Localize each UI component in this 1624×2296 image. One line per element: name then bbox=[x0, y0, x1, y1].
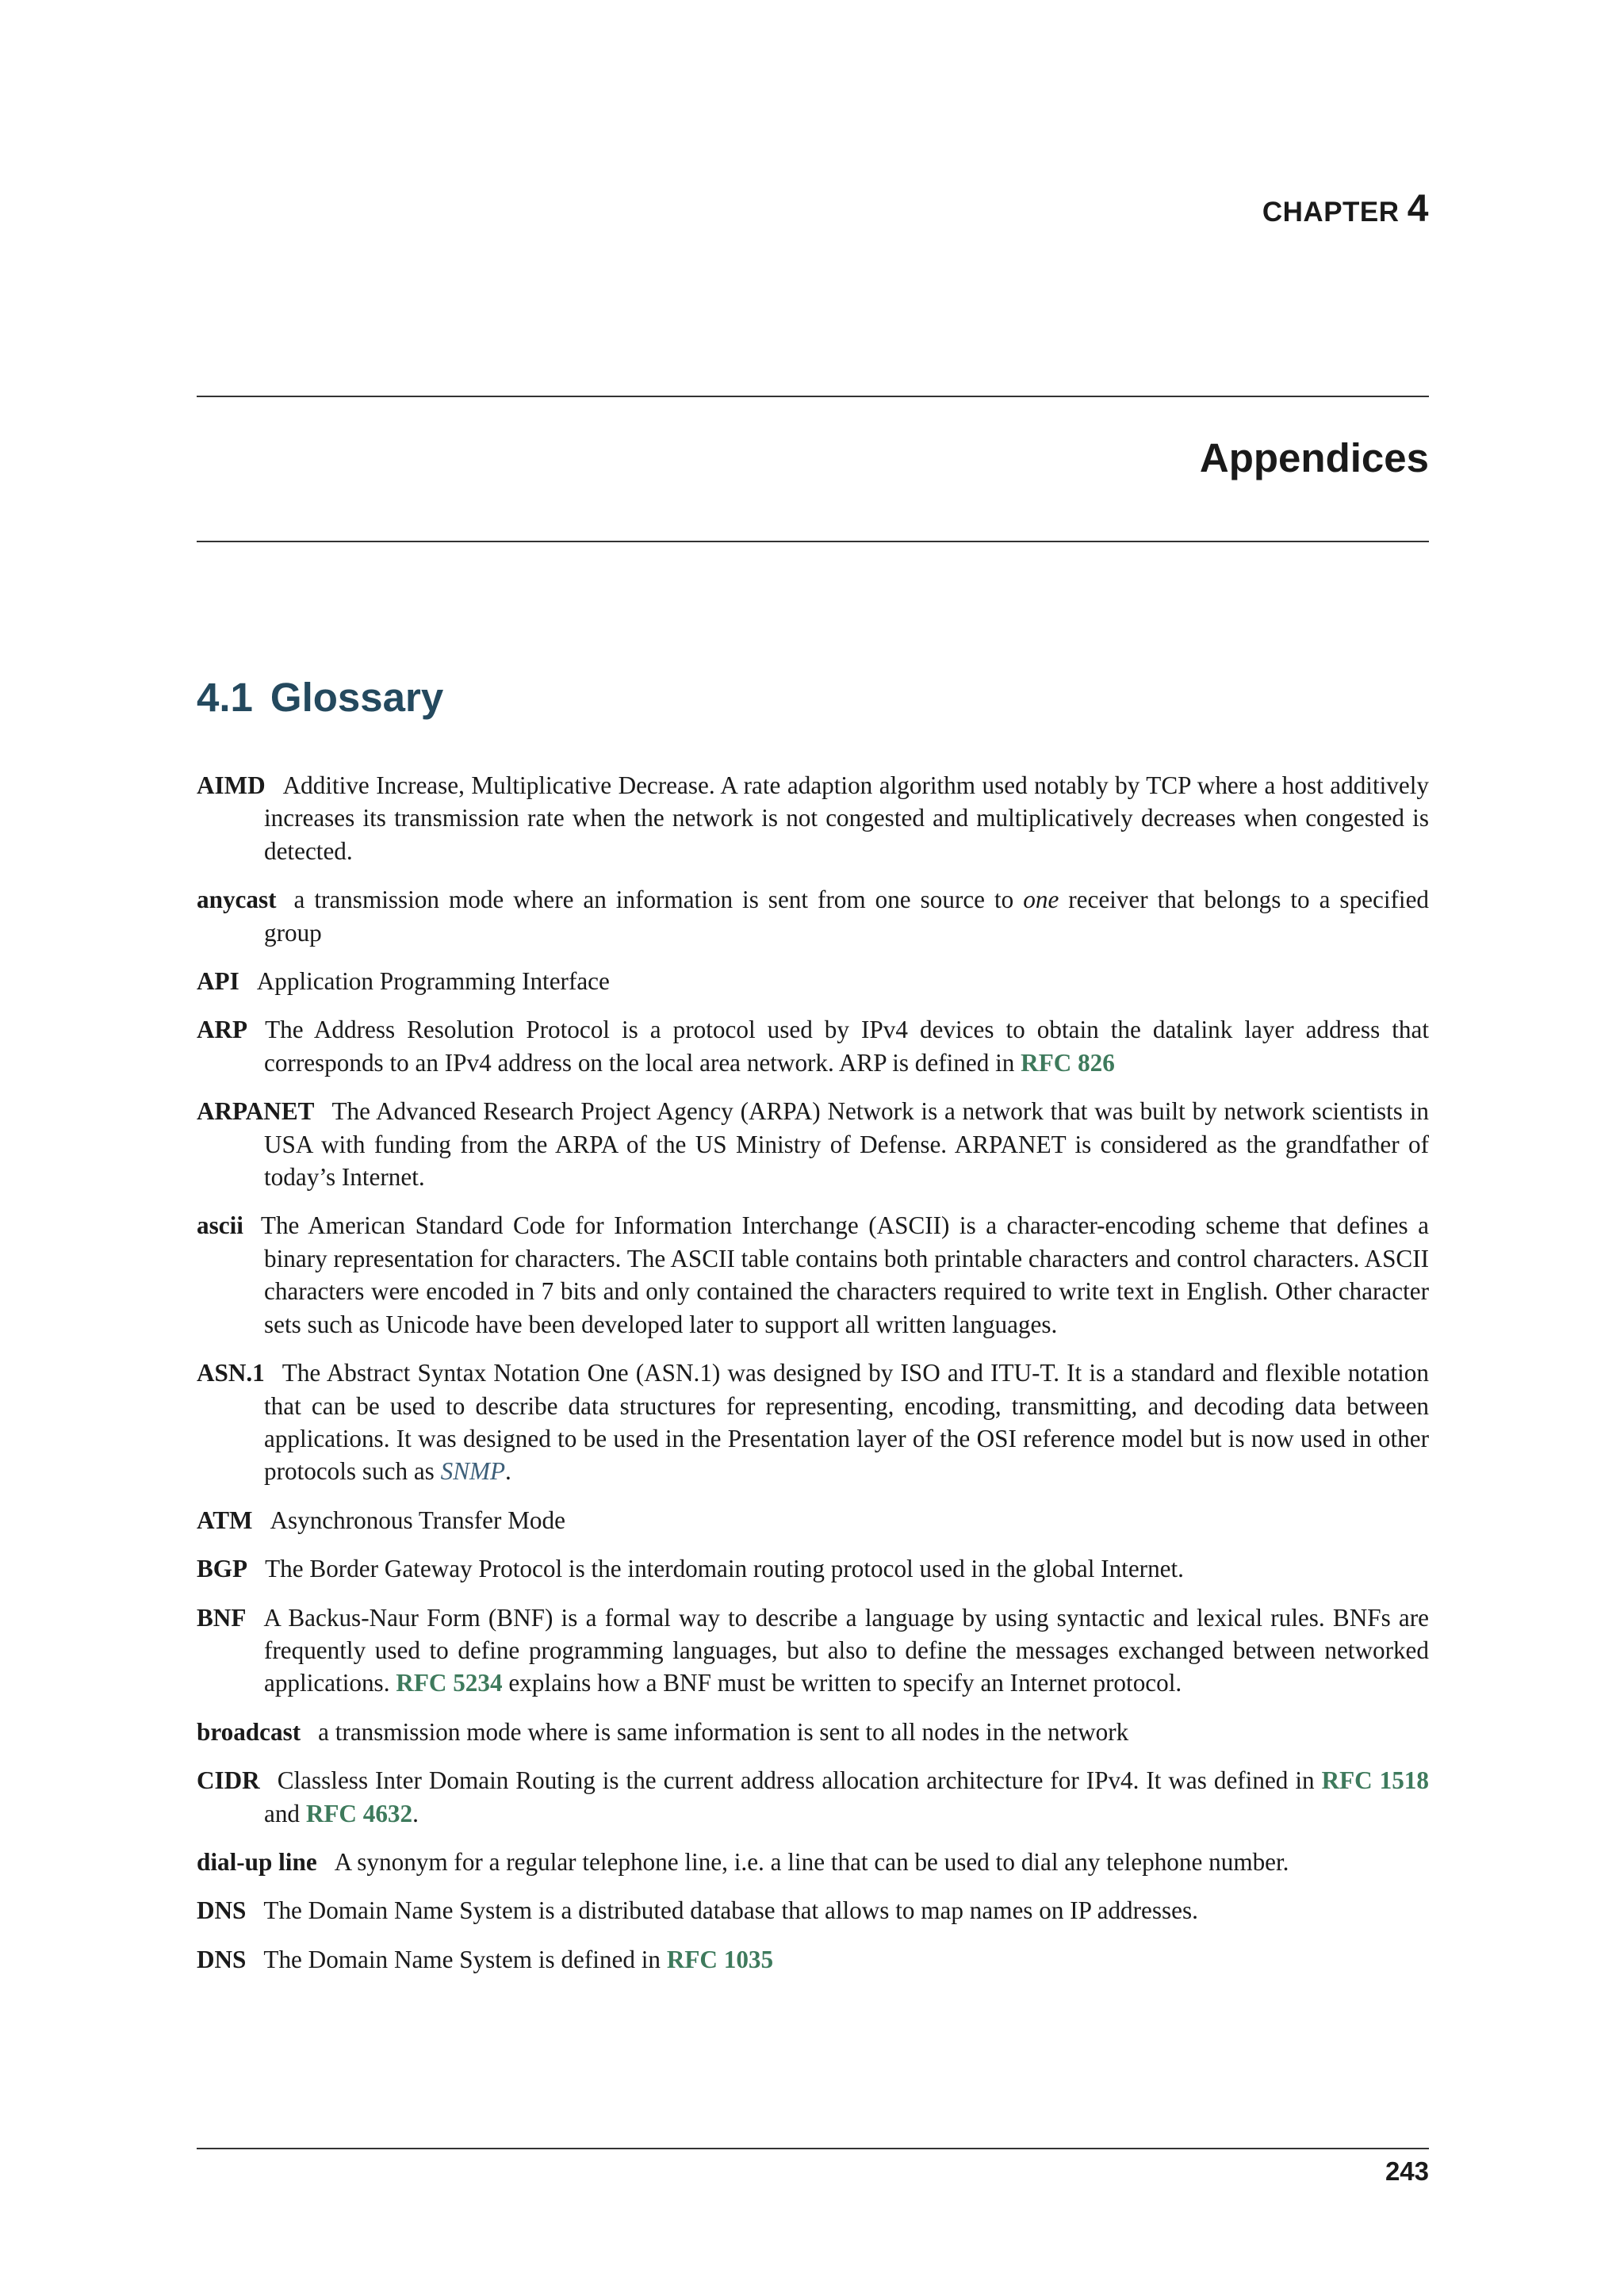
glossary-term: ASN.1 bbox=[197, 1359, 265, 1387]
glossary-entry-bgp bbox=[197, 1552, 1429, 1585]
glossary-term: ascii bbox=[197, 1211, 243, 1240]
glossary-term: ARP bbox=[197, 1016, 248, 1044]
glossary-definition: The Border Gateway Protocol is the interdomain routing protocol used in the global Internet. bbox=[265, 1555, 1184, 1583]
glossary-term: dial-up line bbox=[197, 1847, 317, 1876]
punctuation: . bbox=[412, 1799, 419, 1827]
glossary-term: API bbox=[197, 967, 239, 996]
conjunction: and bbox=[264, 1799, 301, 1827]
glossary-definition: Asynchronous Transfer Mode bbox=[270, 1506, 565, 1534]
glossary-definition: The Advanced Research Project Agency (ARPA) Network is a network that was built by network scientists in USA with funding from the ARPA of the US Ministry of Defense. ARPANET is considered as the grandfather of today’s Internet. bbox=[264, 1097, 1429, 1192]
punctuation: . bbox=[505, 1457, 511, 1486]
header-rule-top bbox=[197, 396, 1429, 397]
glossary-term: ARPANET bbox=[197, 1097, 315, 1126]
chapter-label bbox=[1262, 187, 1429, 231]
glossary-definition: a transmission mode where is same information is sent to all nodes in the network bbox=[318, 1717, 1129, 1746]
glossary-entry-broadcast bbox=[197, 1716, 1429, 1748]
glossary-definition: Classless Inter Domain Routing is the current address allocation architecture for IPv4. It was defined in bbox=[277, 1766, 1315, 1795]
glossary-entry-arpanet bbox=[197, 1095, 1429, 1193]
glossary-entry-dns-rfc bbox=[197, 1943, 1429, 1976]
glossary-term: AIMD bbox=[197, 771, 266, 799]
chapter-number: 4 bbox=[1407, 188, 1429, 230]
glossary-term: ATM bbox=[197, 1506, 253, 1534]
glossary-entry-asn1 bbox=[197, 1357, 1429, 1488]
glossary-entry-bnf bbox=[197, 1601, 1429, 1700]
glossary-definition: Application Programming Interface bbox=[256, 967, 610, 996]
glossary-entry-dns bbox=[197, 1894, 1429, 1927]
glossary-entry-dialup bbox=[197, 1846, 1429, 1878]
section-heading bbox=[197, 674, 443, 721]
glossary-list bbox=[197, 769, 1429, 1992]
glossary-term: broadcast bbox=[197, 1717, 301, 1746]
glossary-term: anycast bbox=[197, 886, 277, 914]
glossary-entry-arp bbox=[197, 1013, 1429, 1079]
glossary-term: DNS bbox=[197, 1945, 247, 1973]
glossary-definition: A synonym for a regular telephone line, i.e. a line that can be used to dial any telephone number. bbox=[334, 1847, 1289, 1876]
rfc-link[interactable]: RFC 1035 bbox=[666, 1945, 774, 1973]
glossary-definition-cont: explains how a BNF must be written to specify an Internet protocol. bbox=[508, 1669, 1182, 1697]
glossary-definition: A Backus-Naur Form (BNF) is a formal way to describe a language by using syntactic and lexical rules. BNFs are frequently used to define programming languages, but also to define the messages exchanged between networked applications. bbox=[263, 1603, 1429, 1697]
glossary-definition: The Domain Name System is a distributed database that allows to map names on IP addresses. bbox=[263, 1896, 1198, 1925]
glossary-entry-cidr bbox=[197, 1764, 1429, 1830]
page-number: 243 bbox=[1385, 2156, 1429, 2186]
rfc-link[interactable]: RFC 1518 bbox=[1321, 1766, 1429, 1795]
glossary-entry-anycast bbox=[197, 883, 1429, 949]
glossary-definition: a transmission mode where an information is sent from one source to bbox=[293, 886, 1014, 914]
glossary-term: DNS bbox=[197, 1896, 247, 1925]
glossary-term: BNF bbox=[197, 1603, 247, 1632]
footer-rule bbox=[197, 2148, 1429, 2149]
section-number: 4.1 bbox=[197, 675, 253, 720]
glossary-definition: The Address Resolution Protocol is a protocol used by IPv4 devices to obtain the datalink layer address that corresponds to an IPv4 address on the local area network. ARP is defined in bbox=[264, 1016, 1429, 1077]
glossary-term: CIDR bbox=[197, 1766, 260, 1795]
rfc-link[interactable]: RFC 826 bbox=[1021, 1048, 1115, 1077]
emphasis-text: one bbox=[1023, 886, 1059, 914]
glossary-entry-api bbox=[197, 965, 1429, 997]
page bbox=[197, 0, 1429, 2296]
chapter-title: Appendices bbox=[1199, 435, 1429, 480]
glossary-term: BGP bbox=[197, 1555, 248, 1583]
section-title: Glossary bbox=[270, 675, 444, 720]
glossary-term-link[interactable]: SNMP bbox=[440, 1457, 506, 1486]
glossary-definition-cont: receiver that belongs to a specified group bbox=[264, 886, 1430, 947]
glossary-definition: Additive Increase, Multiplicative Decrease. A rate adaption algorithm used notably by TCP where a host additively increases its transmission rate when the network is not congested and multiplicatively decreases when congested is detected. bbox=[264, 771, 1429, 865]
glossary-definition: The American Standard Code for Information Interchange (ASCII) is a character-encoding scheme that defines a binary representation for characters. The ASCII table contains both printable characters and control characters. ASCII characters were encoded in 7 bits and only contained the characters required to write text in English. Other character sets such as Unicode have been developed later to support all written languages. bbox=[260, 1211, 1429, 1338]
rfc-link[interactable]: RFC 4632 bbox=[305, 1799, 413, 1827]
header-rule-bottom bbox=[197, 541, 1429, 542]
glossary-definition: The Abstract Syntax Notation One (ASN.1) was designed by ISO and ITU-T. It is a standard and flexible notation that can be used to describe data structures for representing, encoding, transmitting, and decoding data between applications. It was designed to be used in the Presentation layer of the OSI reference model but is now used in other protocols such as bbox=[264, 1359, 1429, 1486]
rfc-link[interactable]: RFC 5234 bbox=[396, 1669, 503, 1697]
glossary-entry-atm bbox=[197, 1504, 1429, 1536]
chapter-label-text: CHAPTER bbox=[1262, 197, 1400, 228]
glossary-definition: The Domain Name System is defined in bbox=[263, 1945, 661, 1973]
glossary-entry-ascii bbox=[197, 1209, 1429, 1341]
glossary-entry-aimd bbox=[197, 769, 1429, 867]
